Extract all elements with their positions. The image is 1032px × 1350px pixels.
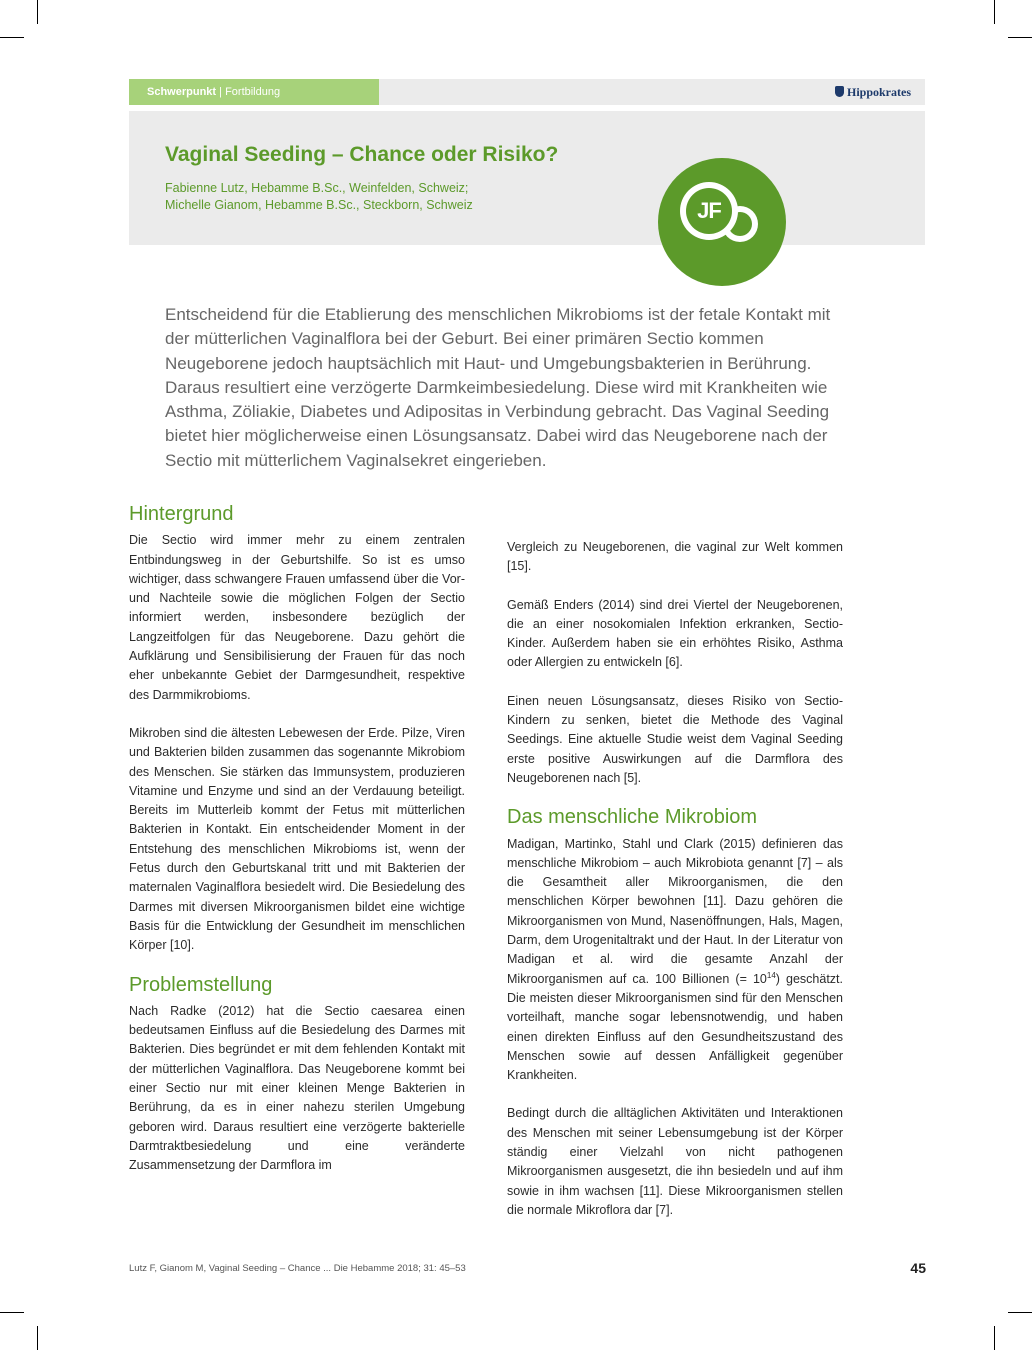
title-box xyxy=(129,111,925,245)
crop-mark xyxy=(37,1326,38,1350)
logo-text: JF xyxy=(686,188,732,234)
crop-mark xyxy=(0,37,24,38)
author-line: Fabienne Lutz, Hebamme B.Sc., Weinfelden, Schweiz; xyxy=(165,181,469,195)
publisher-brand xyxy=(835,79,911,105)
author-list xyxy=(165,180,473,214)
brand-name: Hippokrates xyxy=(846,85,911,99)
paragraph: Die Sectio wird immer mehr zu einem zentralen Entbindungsweg in der Geburtshilfe. So ist es umso wichtiger, dass schwangere Frauen umfassend über die Vor- und Nachteile sowie die möglichen Folgen der Sectio informiert werden, insbesondere bezüglich der Langzeitfolgen für das Neugeborene. Dazu gehört die Aufklärung und Sensibilisierung der Frauen für das noch eher unbekannte Gebiet der Darmgesundheit, respektive des Darmmikrobioms. xyxy=(129,533,465,702)
crop-mark xyxy=(994,0,995,24)
subsection-label: Fortbildung xyxy=(225,86,281,98)
crop-mark xyxy=(37,0,38,24)
paragraph: Bedingt durch die alltäglichen Aktivitäten und Interaktionen des Menschen mit seiner Lebensumgebung ist der Körper ständig einer Vielzahl von nicht pathogenen Mikroorganismen ausgesetzt, die ihn besiedeln und auf ihm sowie in ihm wachsen [11]. Diese Mikroorganismen stellen die normale Mikroflora dar [7]. xyxy=(507,1106,843,1217)
paragraph-part: ) geschätzt. Die meisten dieser Mikroorganismen sind für den Menschen vorteilhaft, manche sogar lebensnotwendig, und haben einen direkten Einfluss auf den Gesundheitszustand des Menschen sowie auf dessen Anfälligkeit gegenüber Krankheiten. xyxy=(507,971,843,1083)
left-column xyxy=(129,505,465,1176)
paragraph: Gemäß Enders (2014) sind drei Viertel der Neugeborenen, die an einer nosokomialen Infektion erkranken, Sectio-Kinder. Außerdem haben sie ein erhöhtes Risiko, Asthma oder Allergien zu entwickeln [6]. xyxy=(507,597,843,670)
crop-mark xyxy=(0,1312,24,1313)
section-heading: Hintergrund xyxy=(129,503,234,525)
paragraph: Nach Radke (2012) hat die Sectio caesarea einen bedeutsamen Einfluss auf die Besiedelung des Darmes mit Bakterien. Dies begründet er mit dem fehlenden Kontakt mit der mütterlichen Vaginalflora. Das Neugeborene kommt bei einer Sectio nur mit einer kleinen Menge Bakterien in Berührung, da es in einer nahezu sterilen Umgebung geboren wird. Daraus resultiert eine verzögerte bakterielle Darmtraktbesiedelung und eine veränderte Zusammensetzung der Darmflora im xyxy=(129,1003,465,1173)
section-label: Schwerpunkt xyxy=(147,86,217,98)
right-column xyxy=(507,538,843,1220)
paragraph-part: Madigan, Martinko, Stahl und Clark (2015) definieren das menschliche Mikrobiom – auch Mikrobiota genannt [7] – als die Gesamtheit aller Mikroorganismen, die den menschlichen Körper bewohnen [11]. Dazu gehören die Mikroorganismen von Mund, Nasenöffnungen, Hals, Magen, Darm, dem Urogenitaltrakt und der Haut. In der Literatur von Madigan et al. wird die gesamte Anzahl der Mikroorganismen auf ca. 100 Billionen (= 10 xyxy=(507,836,843,986)
page-number: 45 xyxy=(910,1260,926,1276)
article-title: Vaginal Seeding – Chance oder Risiko? xyxy=(165,143,559,166)
running-header xyxy=(129,79,925,105)
section-heading: Das menschliche Mikrobiom xyxy=(507,806,758,829)
footer-citation: Lutz F, Gianom M, Vaginal Seeding – Chance ... Die Hebamme 2018; 31: 45–53 xyxy=(129,1263,466,1274)
crop-mark xyxy=(994,1326,995,1350)
section-heading: Problemstellung xyxy=(129,973,273,996)
shield-icon xyxy=(835,86,844,97)
exponent: 14 xyxy=(766,970,776,980)
paragraph: Vergleich zu Neugeborenen, die vaginal zur Welt kommen [15]. xyxy=(507,540,843,574)
paragraph: Mikroben sind die ältesten Lebewesen der Erde. Pilze, Viren und Bakterien bilden zusammen das sogenannte Mikrobiom des Menschen. Sie stärken das Immunsystem, produzieren Vitamine und Enzyme und sind an der Verdauung beteiligt. Bereits im Mutterleib kommt der Fetus mit mütterlichen Bakterien in Kontakt. Ein entscheidender Moment in der Entstehung des menschlichen Mikrobioms ist, wenn der Fetus durch den Geburtskanal tritt und mit Bakterien der maternalen Vaginalflora besiedelt wird. Die Besiedelung des Darmes mit diversen Mikroorganismen bildet eine wichtige Basis für die Entwicklung der Gesundheit im menschlichen Körper [10]. xyxy=(129,725,465,953)
paragraph: Einen neuen Lösungsansatz, dieses Risiko von Sectio-Kindern zu senken, bietet die Methode des Vaginal Seedings. Eine aktuelle Studie weist dem Vaginal Seeding erste positive Auswirkungen auf die Darmflora des Neugeborenen nach [5]. xyxy=(507,693,843,785)
section-tag xyxy=(129,79,379,105)
section-separator: | xyxy=(219,86,222,98)
author-line: Michelle Gianom, Hebamme B.Sc., Steckborn, Schweiz xyxy=(165,198,473,212)
crop-mark xyxy=(1008,37,1032,38)
paragraph xyxy=(507,835,843,1086)
crop-mark xyxy=(1008,1312,1032,1313)
jf-logo-icon xyxy=(658,158,786,286)
abstract: Entscheidend für die Etablierung des menschlichen Mikrobioms ist der fetale Kontakt mit der mütterlichen Vaginalflora bei der Geburt. Bei einer primären Sectio kommen Neugeborene jedoch hauptsächlich mit Haut- und Umgebungsbakterien in Berührung. Daraus resultiert eine verzögerte Darmkeimbesiedelung. Diese wird mit Krankheiten wie Asthma, Zöliakie, Diabetes und Adipositas in Verbindung gebracht. Das Vaginal Seeding bietet hier möglicherweise einen Lösungsansatz. Dabei wird das Neugeborene nach der Sectio mit mütterlichem Vaginalsekret eingerieben. xyxy=(165,305,831,470)
